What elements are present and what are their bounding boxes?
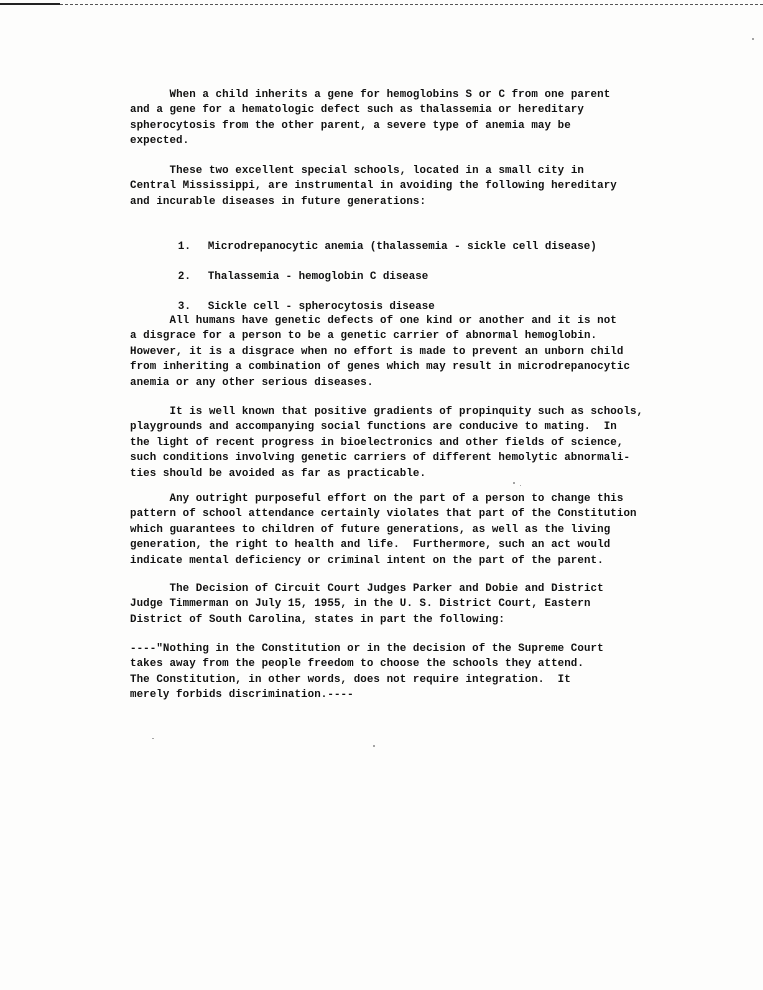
list-number: 3. <box>177 301 191 313</box>
paragraph-court-decision: The Decision of Circuit Court Judges Parker and Dobie and District Judge Timmerman on July 15, 1955, in the U. S. District Court, Eastern District of South Carolina, states in part the following: <box>130 583 604 626</box>
paragraph-inheritance: When a child inherits a gene for hemoglobins S or C from one parent and a gene for a hematologic defect such as thalassemia or hereditary spherocytosis from the other parent, a severe type of anemia may be expected. <box>130 89 611 148</box>
paragraph-special-schools: These two excellent special schools, located in a small city in Central Mississippi, are instrumental in avoiding the following hereditary and incurable diseases in future generations: <box>130 165 617 208</box>
scan-speck <box>513 482 515 484</box>
list-text: Thalassemia - hemoglobin C disease <box>207 271 429 283</box>
list-text: Sickle cell - spherocytosis disease <box>207 301 435 313</box>
top-edge-rule <box>0 4 763 5</box>
scan-speck <box>373 745 375 747</box>
list-text: Microdrepanocytic anemia (thalassemia - sickle cell disease) <box>207 241 597 253</box>
list-number: 1. <box>177 241 191 253</box>
paragraph-constitution: Any outright purposeful effort on the part of a person to change this pattern of school attendance certainly violates that part of the Constitution which guarantees to children of future generations, as well as the living generation, the right to health and life. Furthermore, such an act would indicate mental deficiency or criminal intent on the part of the parent. <box>130 493 637 567</box>
top-edge-mark <box>0 3 60 5</box>
scan-speck <box>752 38 754 40</box>
paragraph-genetic-defects: All humans have genetic defects of one kind or another and it is not a disgrace for a person to be a genetic carrier of abnormal hemoglobin. However, it is a disgrace when no effort is made to prevent an unborn child from inheriting a combination of genes which may result in microdrepanocytic anemia or any other serious diseases. <box>130 315 631 389</box>
list-number: 2. <box>177 271 191 283</box>
scan-speck <box>152 738 154 739</box>
scan-speck <box>520 485 521 486</box>
paragraph-propinquity: It is well known that positive gradients of propinquity such as schools, playgrounds and accompanying social functions are conducive to mating. In the light of recent progress in bioelectronics and other fields of science, such conditions involving genetic carriers of different hemolytic abnormali- ties should be avoided as far as practicable. <box>130 406 644 480</box>
paragraph-quotation: ----"Nothing in the Constitution or in the decision of the Supreme Court takes away from the people freedom to choose the schools they attend. The Constitution, in other words, does not require integration. It merely forbids discrimination.---- <box>130 643 604 702</box>
